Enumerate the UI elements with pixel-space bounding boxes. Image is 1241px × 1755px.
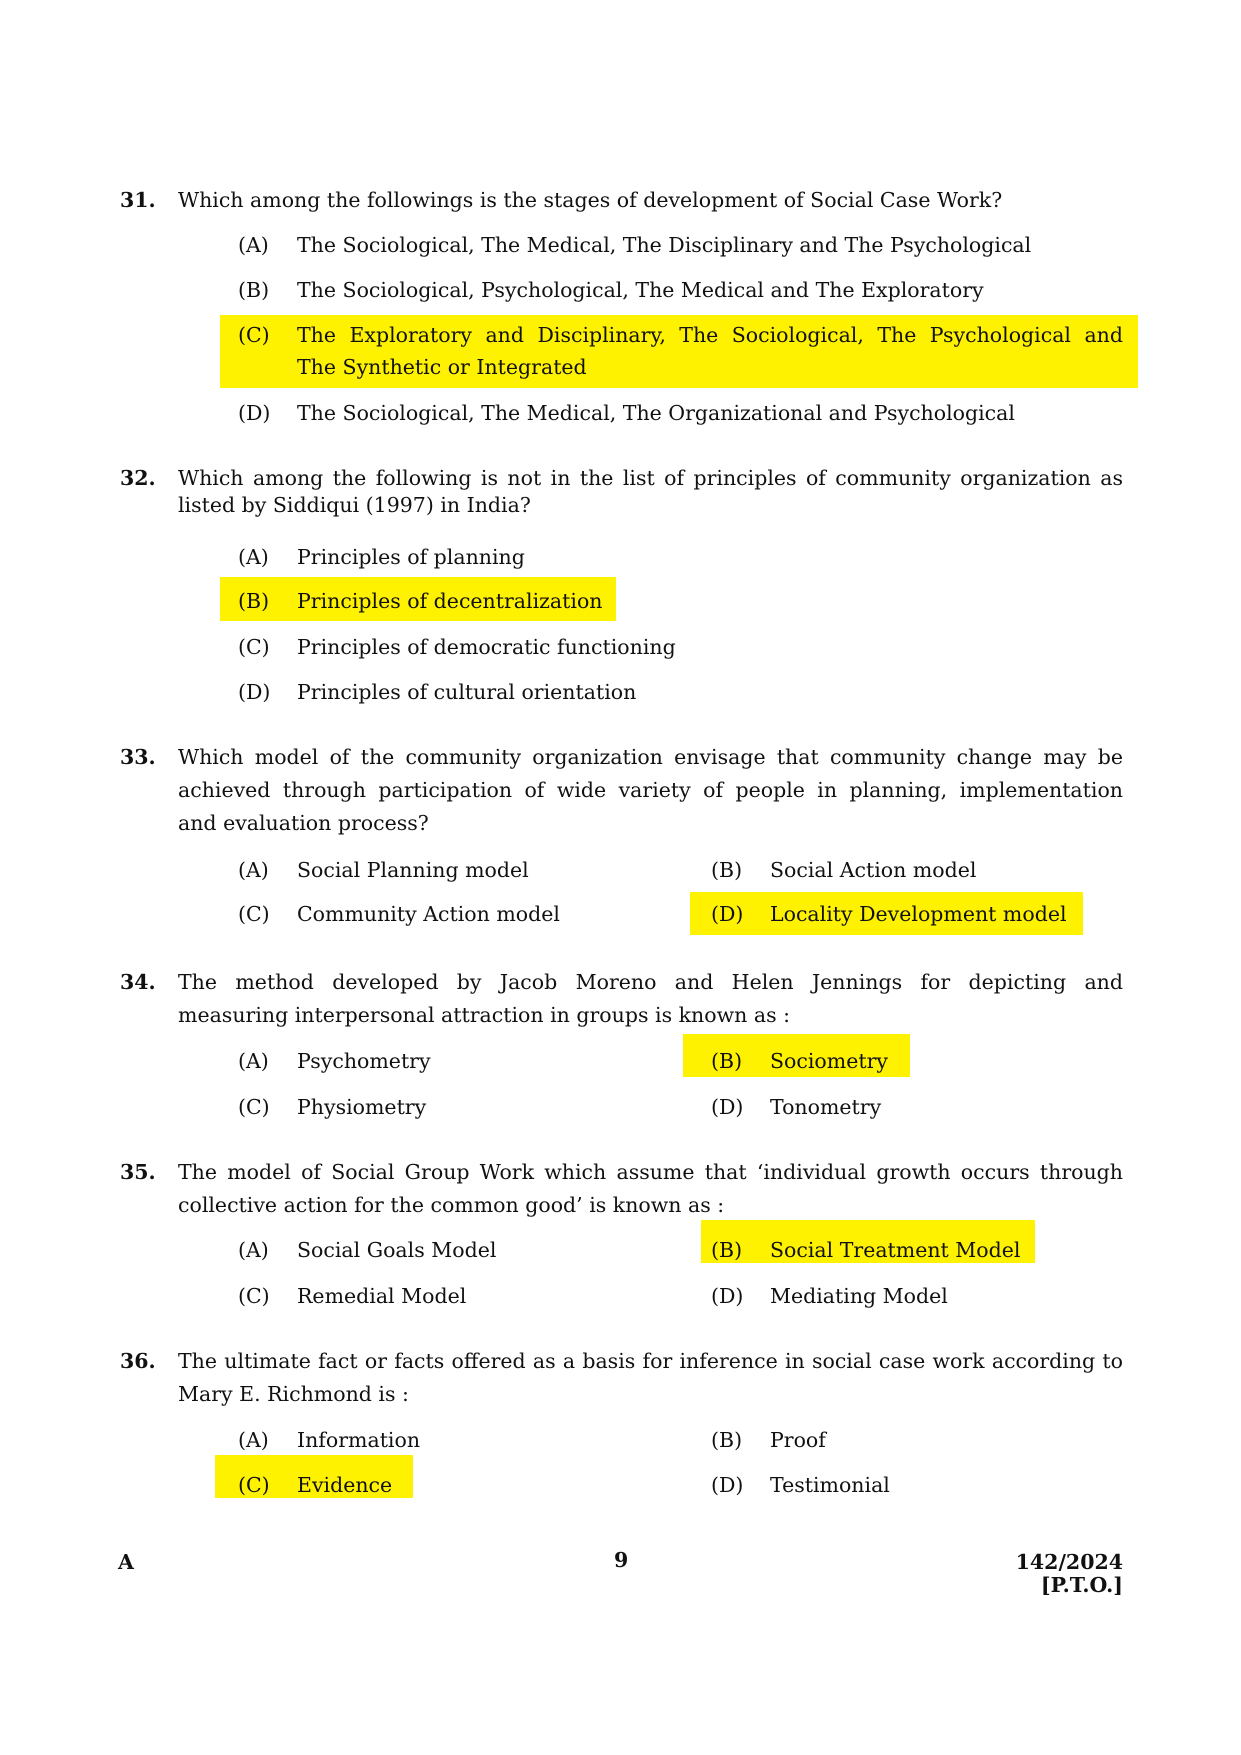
question-number: 34.	[120, 970, 156, 994]
option-text-line1: The Exploratory and Disciplinary, The Sociological, The Psychological and	[297, 323, 1123, 347]
question-number: 35.	[120, 1160, 156, 1184]
option-label: (B)	[711, 1428, 743, 1452]
option-text: Community Action model	[297, 902, 560, 926]
option-text: Evidence	[297, 1473, 393, 1497]
option-text: Principles of democratic functioning	[297, 635, 676, 659]
option-text: Social Planning model	[297, 858, 529, 882]
footer-page-number: 9	[614, 1548, 629, 1572]
option-text: Remedial Model	[297, 1284, 467, 1308]
question-text-line1: The model of Social Group Work which assume that ‘individual growth occurs through	[178, 1160, 1123, 1184]
option-text: Principles of cultural orientation	[297, 680, 637, 704]
option-label: (C)	[238, 1473, 270, 1497]
option-label: (B)	[238, 278, 270, 302]
option-text: The Sociological, The Medical, The Disciplinary and The Psychological	[297, 233, 1032, 257]
question-number: 32.	[120, 466, 156, 490]
option-label: (D)	[711, 1284, 744, 1308]
option-label: (D)	[238, 401, 271, 425]
option-label: (D)	[238, 680, 271, 704]
footer-series: A	[118, 1550, 134, 1574]
option-text: Sociometry	[770, 1049, 888, 1073]
option-label: (D)	[711, 902, 744, 926]
option-label: (C)	[238, 1095, 270, 1119]
option-label: (C)	[238, 635, 270, 659]
question-text-line1: The method developed by Jacob Moreno and Helen Jennings for depicting and	[178, 970, 1123, 994]
option-text: Mediating Model	[770, 1284, 948, 1308]
question-number: 31.	[120, 188, 156, 212]
question-text: Which among the followings is the stages of development of Social Case Work?	[178, 188, 1003, 212]
option-label: (A)	[238, 858, 269, 882]
question-number: 36.	[120, 1349, 156, 1373]
question-text-line2: measuring interpersonal attraction in groups is known as :	[178, 1003, 791, 1027]
option-text: Social Action model	[770, 858, 977, 882]
option-label: (B)	[711, 858, 743, 882]
option-text: Psychometry	[297, 1049, 431, 1073]
option-text: Tonometry	[770, 1095, 882, 1119]
option-label: (B)	[711, 1049, 743, 1073]
option-text: Testimonial	[770, 1473, 890, 1497]
question-number: 33.	[120, 745, 156, 769]
option-text-line2: The Synthetic or Integrated	[297, 355, 587, 379]
option-label: (B)	[711, 1238, 743, 1262]
option-label: (C)	[238, 1284, 270, 1308]
option-text: Social Treatment Model	[770, 1238, 1021, 1262]
option-label: (B)	[238, 589, 270, 613]
option-text: Principles of decentralization	[297, 589, 603, 613]
option-label: (C)	[238, 323, 270, 347]
option-label: (A)	[238, 233, 269, 257]
option-text: Information	[297, 1428, 421, 1452]
question-text-line1: Which among the following is not in the list of principles of community organization as	[178, 466, 1123, 490]
option-label: (D)	[711, 1473, 744, 1497]
option-label: (A)	[238, 1238, 269, 1262]
option-label: (D)	[711, 1095, 744, 1119]
option-text: Proof	[770, 1428, 826, 1452]
question-text-line1: Which model of the community organization envisage that community change may be	[178, 745, 1123, 769]
option-label: (A)	[238, 545, 269, 569]
option-text: Social Goals Model	[297, 1238, 497, 1262]
option-label: (A)	[238, 1428, 269, 1452]
question-text-line2: listed by Siddiqui (1997) in India?	[178, 493, 531, 517]
option-text: The Sociological, Psychological, The Medical and The Exploratory	[297, 278, 984, 302]
question-text-line3: and evaluation process?	[178, 811, 429, 835]
footer-pto: [P.T.O.]	[1040, 1573, 1123, 1597]
footer-code: 142/2024	[1015, 1550, 1123, 1574]
question-text-line2: collective action for the common good’ is known as :	[178, 1193, 725, 1217]
option-label: (A)	[238, 1049, 269, 1073]
option-text: Locality Development model	[770, 902, 1067, 926]
option-text: Physiometry	[297, 1095, 427, 1119]
option-text: Principles of planning	[297, 545, 525, 569]
question-text-line2: achieved through participation of wide variety of people in planning, implementation	[178, 778, 1123, 802]
option-label: (C)	[238, 902, 270, 926]
question-text-line1: The ultimate fact or facts offered as a basis for inference in social case work according to	[178, 1349, 1123, 1373]
question-text-line2: Mary E. Richmond is :	[178, 1382, 409, 1406]
option-text: The Sociological, The Medical, The Organizational and Psychological	[297, 401, 1015, 425]
